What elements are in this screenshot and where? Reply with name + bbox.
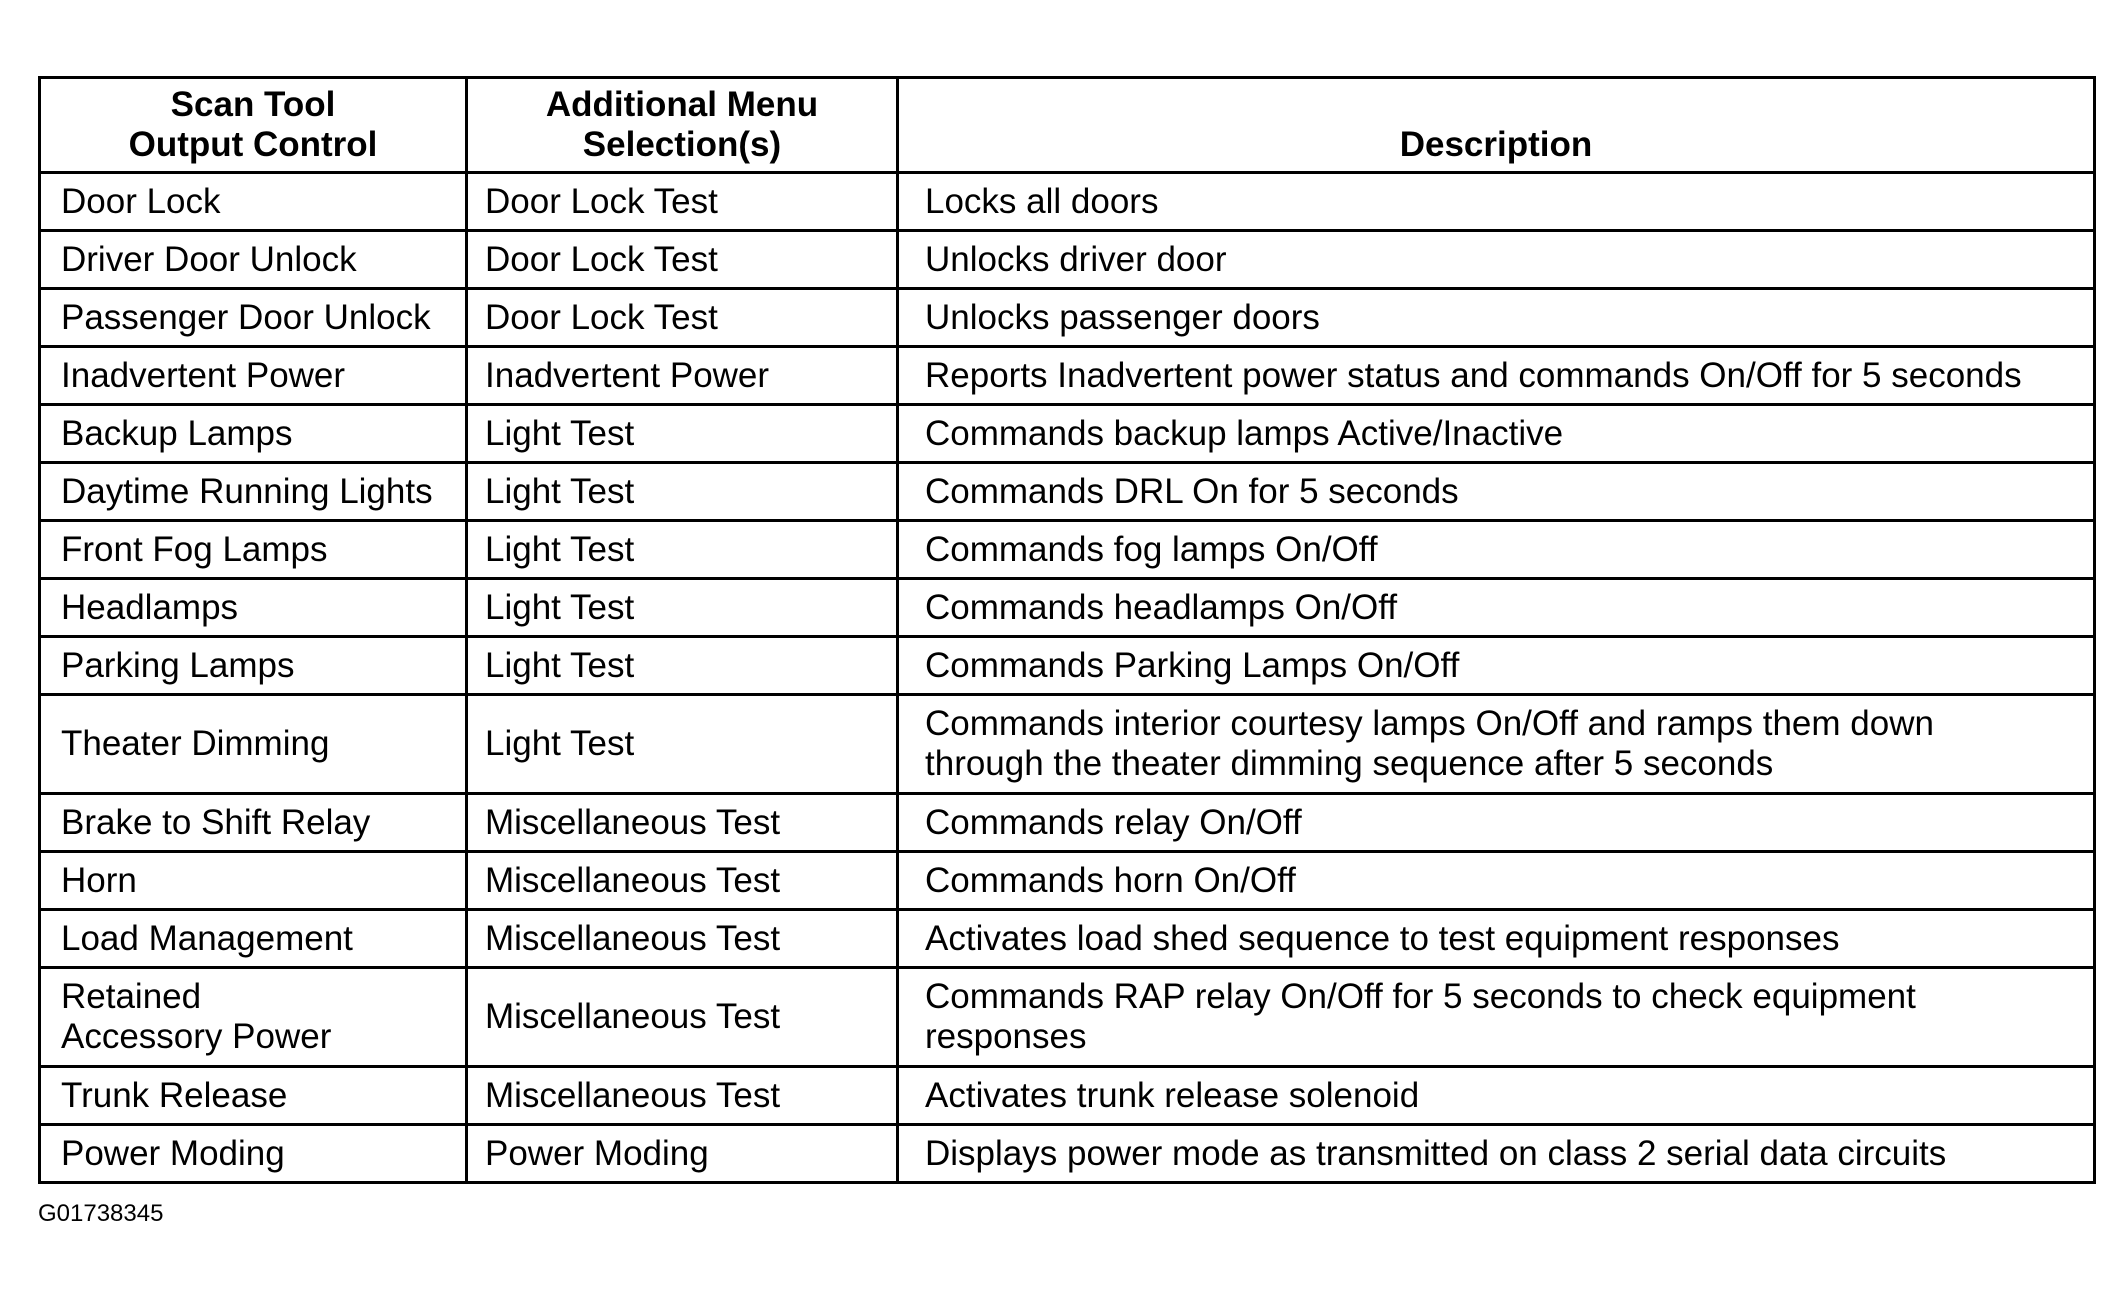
output-control-cell: Door Lock xyxy=(40,173,467,231)
output-control-cell: Backup Lamps xyxy=(40,405,467,463)
output-control-cell: Retained Accessory Power xyxy=(40,968,467,1067)
description-cell: Reports Inadvertent power status and commands On/Off for 5 seconds xyxy=(898,347,2095,405)
output-control-cell: Front Fog Lamps xyxy=(40,521,467,579)
table-row xyxy=(40,289,2095,347)
table-row xyxy=(40,231,2095,289)
description-cell: Commands interior courtesy lamps On/Off and ramps them down through the theater dimming sequence after 5 seconds xyxy=(898,695,2095,794)
table-row xyxy=(40,852,2095,910)
output-control-cell: Inadvertent Power xyxy=(40,347,467,405)
table-row xyxy=(40,968,2095,1067)
menu-selection-cell: Miscellaneous Test xyxy=(467,852,898,910)
table-row xyxy=(40,521,2095,579)
menu-selection-cell: Door Lock Test xyxy=(467,289,898,347)
table-row xyxy=(40,695,2095,794)
description-cell: Activates trunk release solenoid xyxy=(898,1067,2095,1125)
description-cell: Commands fog lamps On/Off xyxy=(898,521,2095,579)
table-row xyxy=(40,794,2095,852)
output-control-cell: Passenger Door Unlock xyxy=(40,289,467,347)
description-cell: Activates load shed sequence to test equipment responses xyxy=(898,910,2095,968)
table-row xyxy=(40,910,2095,968)
menu-selection-cell: Light Test xyxy=(467,521,898,579)
output-control-cell: Headlamps xyxy=(40,579,467,637)
description-cell: Commands horn On/Off xyxy=(898,852,2095,910)
description-cell: Commands RAP relay On/Off for 5 seconds to check equipment responses xyxy=(898,968,2095,1067)
menu-selection-cell: Miscellaneous Test xyxy=(467,1067,898,1125)
table-row xyxy=(40,1067,2095,1125)
output-control-table-container xyxy=(38,76,2093,1184)
output-control-cell: Load Management xyxy=(40,910,467,968)
output-control-cell: Driver Door Unlock xyxy=(40,231,467,289)
figure-id: G01738345 xyxy=(38,1200,164,1227)
menu-selection-cell: Inadvertent Power xyxy=(467,347,898,405)
menu-selection-cell: Light Test xyxy=(467,579,898,637)
menu-selection-cell: Door Lock Test xyxy=(467,231,898,289)
menu-selection-cell: Light Test xyxy=(467,463,898,521)
description-cell: Commands relay On/Off xyxy=(898,794,2095,852)
description-cell: Unlocks passenger doors xyxy=(898,289,2095,347)
menu-selection-cell: Miscellaneous Test xyxy=(467,968,898,1067)
header-scan-tool-output-control: Scan Tool Output Control xyxy=(40,78,467,173)
table-row xyxy=(40,1125,2095,1183)
menu-selection-cell: Light Test xyxy=(467,695,898,794)
output-control-cell: Trunk Release xyxy=(40,1067,467,1125)
menu-selection-cell: Light Test xyxy=(467,405,898,463)
output-control-cell: Daytime Running Lights xyxy=(40,463,467,521)
menu-selection-cell: Miscellaneous Test xyxy=(467,794,898,852)
table-row xyxy=(40,347,2095,405)
menu-selection-cell: Light Test xyxy=(467,637,898,695)
table-header-row xyxy=(40,78,2095,173)
table-row xyxy=(40,463,2095,521)
table-row xyxy=(40,405,2095,463)
output-control-table xyxy=(38,76,2096,1184)
output-control-cell: Theater Dimming xyxy=(40,695,467,794)
description-cell: Commands headlamps On/Off xyxy=(898,579,2095,637)
header-description: Description xyxy=(898,78,2095,173)
menu-selection-cell: Miscellaneous Test xyxy=(467,910,898,968)
output-control-cell: Brake to Shift Relay xyxy=(40,794,467,852)
output-control-cell: Horn xyxy=(40,852,467,910)
menu-selection-cell: Door Lock Test xyxy=(467,173,898,231)
description-cell: Unlocks driver door xyxy=(898,231,2095,289)
description-cell: Locks all doors xyxy=(898,173,2095,231)
header-additional-menu-selections: Additional Menu Selection(s) xyxy=(467,78,898,173)
table-row xyxy=(40,173,2095,231)
table-row xyxy=(40,637,2095,695)
description-cell: Commands DRL On for 5 seconds xyxy=(898,463,2095,521)
description-cell: Commands Parking Lamps On/Off xyxy=(898,637,2095,695)
description-cell: Displays power mode as transmitted on class 2 serial data circuits xyxy=(898,1125,2095,1183)
description-cell: Commands backup lamps Active/Inactive xyxy=(898,405,2095,463)
menu-selection-cell: Power Moding xyxy=(467,1125,898,1183)
output-control-cell: Power Moding xyxy=(40,1125,467,1183)
output-control-cell: Parking Lamps xyxy=(40,637,467,695)
table-row xyxy=(40,579,2095,637)
